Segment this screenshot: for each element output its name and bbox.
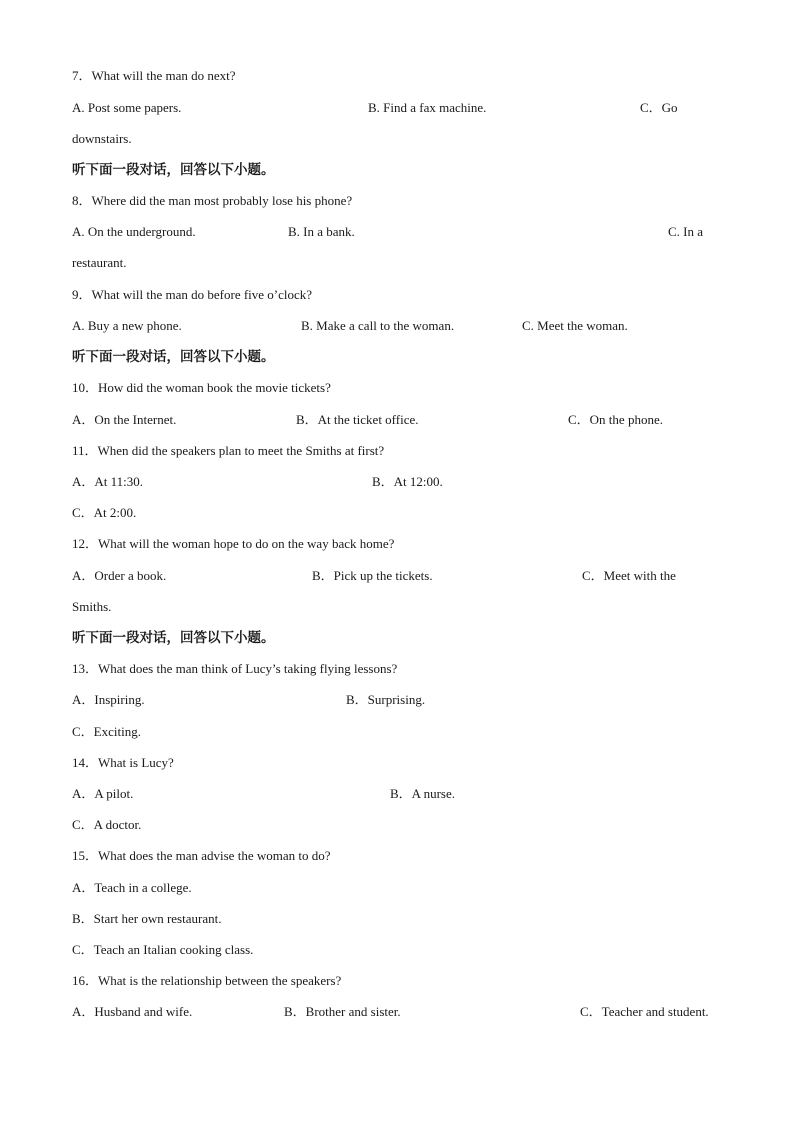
question-12-prompt: 12．What will the woman hope to do on the way back home? [72,536,395,551]
question-7-continuation: downstairs. [72,131,132,146]
question-10-option-b: B．At the ticket office. [296,412,419,427]
question-11-option-b: B．At 12:00. [372,474,443,489]
question-14-option-a: A．A pilot. [72,786,134,801]
question-15-option-a: A．Teach in a college. [72,880,192,895]
question-8-prompt: 8．Where did the man most probably lose his phone? [72,193,353,208]
question-15-option-c: C．Teach an Italian cooking class. [72,942,254,957]
question-11-option-c: C．At 2:00. [72,505,137,520]
question-7-option-b: B. Find a fax machine. [368,100,487,115]
question-16-option-c: C．Teacher and student. [580,1004,709,1019]
question-8-continuation: restaurant. [72,255,127,270]
question-12-option-c: C．Meet with the [582,568,676,583]
question-16-option-a: A．Husband and wife. [72,1004,193,1019]
section-header: 听下面一段对话，回答以下小题。 [72,630,275,646]
section-header: 听下面一段对话，回答以下小题。 [72,349,275,365]
question-9-option-c: C. Meet the woman. [522,318,628,333]
question-10-prompt: 10．How did the woman book the movie tickets? [72,380,331,395]
question-13-prompt: 13．What does the man think of Lucy’s taking flying lessons? [72,661,398,676]
question-11-prompt: 11．When did the speakers plan to meet the Smiths at first? [72,443,385,458]
question-16-prompt: 16．What is the relationship between the speakers? [72,973,342,988]
question-15-prompt: 15．What does the man advise the woman to do? [72,848,331,863]
question-14-option-b: B．A nurse. [390,786,456,801]
question-14-prompt: 14．What is Lucy? [72,755,174,770]
question-9-prompt: 9．What will the man do before five o’clock? [72,287,313,302]
question-9-option-b: B. Make a call to the woman. [301,318,455,333]
question-13-option-a: A．Inspiring. [72,692,145,707]
section-header: 听下面一段对话，回答以下小题。 [72,162,275,178]
question-7-option-a: A. Post some papers. [72,100,182,115]
question-10-option-c: C．On the phone. [568,412,663,427]
question-8-option-c: C. In a [668,224,704,239]
question-14-option-c: C．A doctor. [72,817,142,832]
question-11-option-a: A．At 11:30. [72,474,144,489]
question-13-option-c: C．Exciting. [72,724,141,739]
question-9-option-a: A. Buy a new phone. [72,318,182,333]
question-8-option-a: A. On the underground. [72,224,196,239]
question-7-prompt: 7．What will the man do next? [72,68,236,83]
question-13-option-b: B．Surprising. [346,692,426,707]
question-7-option-c: C．Go [640,100,678,115]
question-12-option-a: A．Order a book. [72,568,167,583]
question-10-option-a: A．On the Internet. [72,412,177,427]
question-12-continuation: Smiths. [72,599,112,614]
question-8-option-b: B. In a bank. [288,224,355,239]
question-15-option-b: B．Start her own restaurant. [72,911,222,926]
question-16-option-b: B．Brother and sister. [284,1004,401,1019]
question-12-option-b: B．Pick up the tickets. [312,568,433,583]
